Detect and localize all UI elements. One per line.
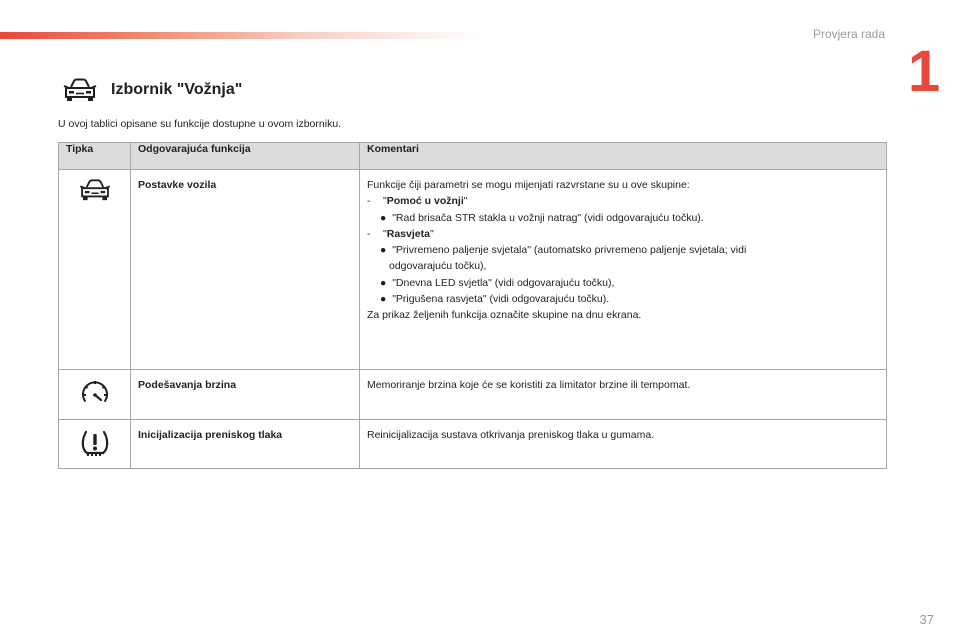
function-cell <box>131 420 360 469</box>
function-cell <box>131 370 360 420</box>
table-row <box>59 170 887 370</box>
comment-text: Reinicijalizacija sustava otkrivanja preniskog tlaka u gumama. <box>367 429 655 441</box>
list-item: ● "Dnevna LED svjetla" (vidi odgovarajuću točku), <box>380 276 615 289</box>
section-name: Provjera rada <box>812 27 885 41</box>
page-title: Izbornik "Vožnja" <box>111 81 243 98</box>
column-header-comments: Komentari <box>360 143 887 170</box>
key-cell <box>59 420 131 469</box>
comment-intro: Funkcije čiji parametri se mogu mijenjati razvrstane su u ove skupine: <box>367 179 690 191</box>
group-heading: - "Pomoć u vožnji" <box>367 195 468 208</box>
chapter-number: 1 <box>908 39 941 104</box>
tyre-pressure-warning-icon <box>80 428 110 458</box>
table-header-row <box>59 143 887 170</box>
comment-cell <box>360 170 887 370</box>
function-name: Podešavanja brzina <box>138 379 237 391</box>
list-item: ● "Privremeno paljenje svjetala" (automatsko privremeno paljenje svjetala; vidi <box>380 244 747 257</box>
key-cell <box>59 170 131 370</box>
function-cell <box>131 170 360 370</box>
column-header-key: Tipka <box>59 143 131 170</box>
comment-text: Memoriranje brzina koje će se koristiti za limitator brzine ili tempomat. <box>367 379 691 391</box>
page-number: 37 <box>919 612 934 627</box>
list-item: ● "Prigušena rasvjeta" (vidi odgovarajuću točku). <box>380 293 610 306</box>
car-icon <box>63 77 97 103</box>
intro-text: U ovoj tablici opisane su funkcije dostupne u ovom izborniku. <box>58 118 342 130</box>
key-cell <box>59 370 131 420</box>
header-accent-bar <box>0 32 480 39</box>
speedometer-icon <box>80 378 110 406</box>
comment-cell <box>360 420 887 469</box>
function-name: Inicijalizacija preniskog tlaka <box>138 429 283 441</box>
function-name: Postavke vozila <box>138 179 217 191</box>
comment-cell <box>360 370 887 420</box>
comment-outro: Za prikaz željenih funkcija označite skupine na dnu ekrana. <box>367 309 642 322</box>
list-item-continuation: odgovarajuću točku), <box>389 260 487 273</box>
section-title-row <box>63 76 242 104</box>
column-header-function: Odgovarajuća funkcija <box>131 143 360 170</box>
table-row <box>59 370 887 420</box>
functions-table <box>58 142 887 469</box>
table-row <box>59 420 887 469</box>
list-item: ● "Rad brisača STR stakla u vožnji natrag" (vidi odgovarajuću točku). <box>380 211 704 224</box>
car-icon <box>79 178 111 202</box>
group-heading: - "Rasvjeta" <box>367 227 434 240</box>
